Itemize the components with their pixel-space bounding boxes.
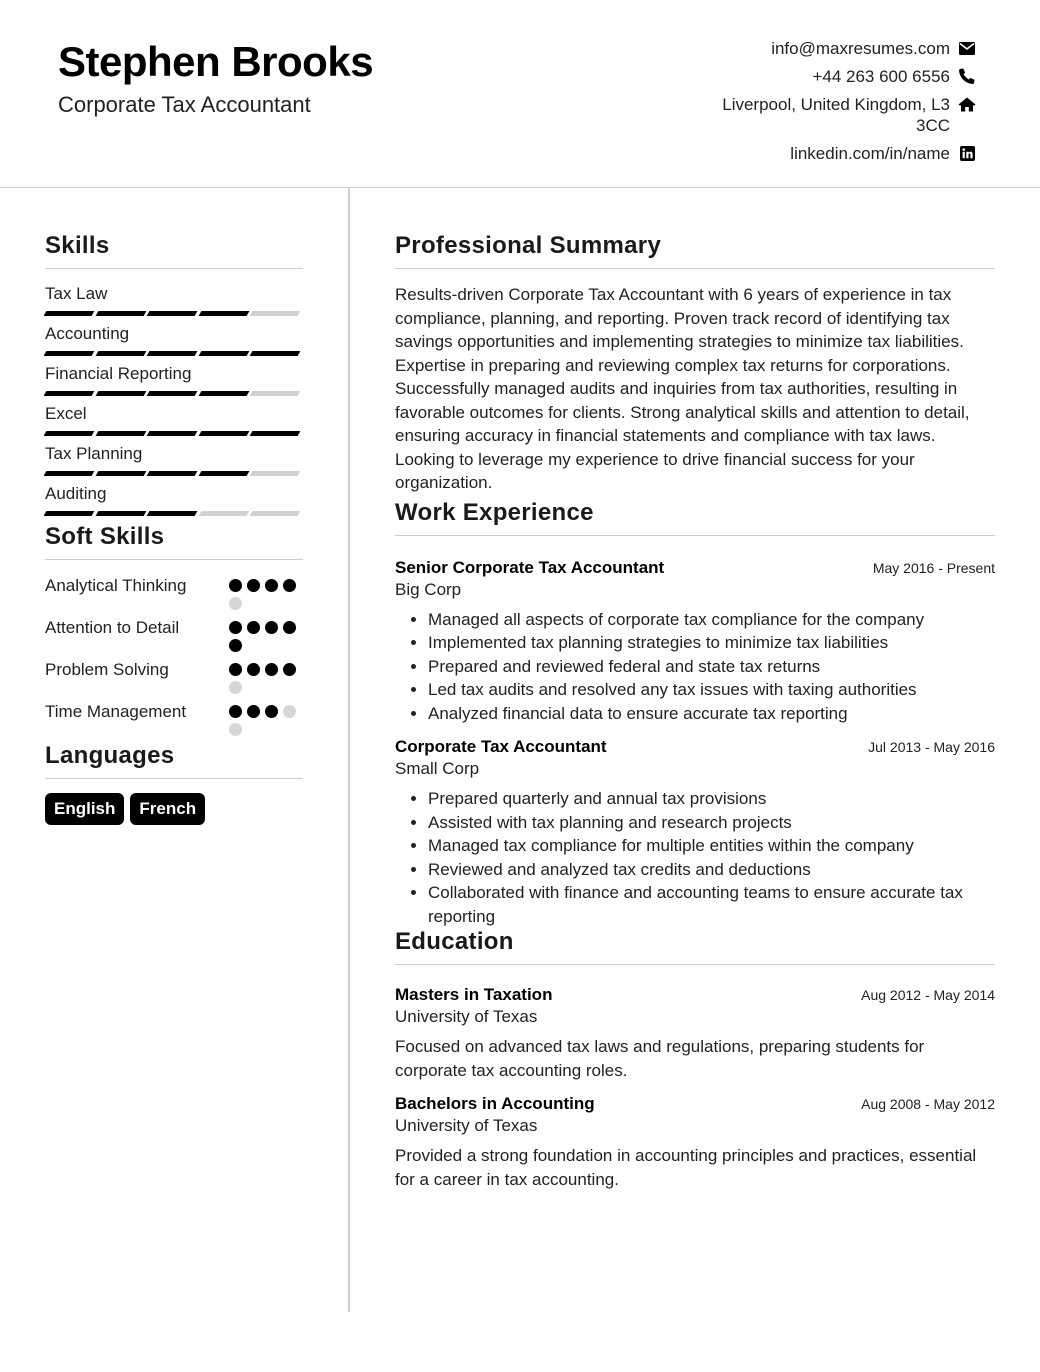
contact-phone [676,66,976,87]
skill-level-segment [250,391,300,396]
soft-skill-rating [229,574,303,610]
summary-heading: Professional Summary [395,232,995,269]
contact-address [676,94,976,136]
skill-level-bar [45,351,303,356]
job-bullet: • Managed all aspects of corporate tax compliance for the company [428,608,995,632]
skill-item [45,403,303,436]
rating-dot [229,597,242,610]
rating-dot [283,579,296,592]
experience-heading: Work Experience [395,499,995,536]
linkedin-icon [958,144,976,162]
soft-skill-item [45,616,303,652]
email-text[interactable]: info@maxresumes.com [771,39,950,58]
skill-level-bar [45,471,303,476]
soft-skills-list [45,574,303,736]
column-divider [348,188,350,1312]
skill-level-segment [147,471,197,476]
skill-level-segment [44,471,94,476]
skill-label: Excel [45,404,87,423]
language-badge: French [130,793,205,825]
skill-label: Tax Planning [45,444,143,463]
linkedin-text[interactable]: linkedin.com/in/name [790,144,950,163]
job-bullet: • Managed tax compliance for multiple entities within the company [428,834,995,858]
education-heading: Education [395,928,995,965]
job-bullets [395,787,995,928]
candidate-role: Corporate Tax Accountant [58,92,311,117]
skill-level-segment [44,511,94,516]
skill-label: Financial Reporting [45,364,192,383]
soft-skill-item [45,658,303,694]
skill-label: Accounting [45,324,130,343]
rating-dot [247,705,260,718]
address-text: Liverpool, United Kingdom, L3 3CC [722,95,950,135]
soft-skills-heading: Soft Skills [45,523,303,560]
skill-level-segment [250,431,300,436]
skill-level-segment [198,471,248,476]
contact-email [676,38,976,59]
skill-item [45,363,303,396]
rating-dot [229,723,242,736]
contact-block [676,38,976,171]
skill-level-segment [147,431,197,436]
skill-level-segment [147,351,197,356]
school-name: University of Texas [395,1116,538,1135]
right-column [395,232,995,1203]
skill-level-bar [45,391,303,396]
rating-dot [229,579,242,592]
rating-dot [283,663,296,676]
job-entry [395,558,995,726]
job-company: Small Corp [395,759,480,778]
skill-level-segment [95,471,145,476]
skills-list [45,283,303,516]
skill-level-segment [250,471,300,476]
phone-icon [958,67,976,85]
skill-level-segment [95,351,145,356]
soft-skill-label: Problem Solving [45,660,169,679]
language-badge: English [45,793,124,825]
education-description: Provided a strong foundation in accounting principles and practices, essential for a career in tax accounting. [395,1146,977,1189]
skill-item [45,323,303,356]
skill-level-segment [198,311,248,316]
left-column [45,232,303,825]
skill-level-bar [45,431,303,436]
rating-dot [265,621,278,634]
job-bullet: • Analyzed financial data to ensure accurate tax reporting [428,702,995,726]
languages-list [45,793,303,825]
rating-dot [265,705,278,718]
envelope-icon [958,39,976,57]
rating-dot [229,663,242,676]
skill-level-segment [147,511,197,516]
soft-skill-item [45,574,303,610]
job-bullet: • Prepared and reviewed federal and state tax returns [428,655,995,679]
rating-dot [229,681,242,694]
education-list [395,985,995,1191]
skill-level-segment [44,311,94,316]
rating-dot [229,639,242,652]
education-description: Focused on advanced tax laws and regulations, preparing students for corporate tax accounting roles. [395,1037,925,1080]
rating-dot [283,705,296,718]
rating-dot [265,579,278,592]
rating-dot [265,663,278,676]
job-title: Corporate Tax Accountant [395,737,607,756]
job-bullet: • Led tax audits and resolved any tax issues with taxing authorities [428,678,995,702]
contact-linkedin [676,143,976,164]
education-entry [395,1094,995,1191]
education-header [395,985,995,1005]
education-dates: Aug 2012 - May 2014 [861,987,995,1003]
skill-item [45,283,303,316]
skills-heading: Skills [45,232,303,269]
degree-title: Bachelors in Accounting [395,1094,595,1113]
rating-dot [247,621,260,634]
education-dates: Aug 2008 - May 2012 [861,1096,995,1112]
soft-skill-rating [229,700,303,736]
rating-dot [247,579,260,592]
experience-list [395,558,995,929]
soft-skill-label: Analytical Thinking [45,576,187,595]
skill-label: Tax Law [45,284,108,303]
skill-level-segment [95,311,145,316]
skill-level-bar [45,511,303,516]
phone-text[interactable]: +44 263 600 6556 [812,67,950,86]
education-entry [395,985,995,1082]
skill-level-segment [250,311,300,316]
soft-skill-rating [229,616,303,652]
job-bullet: • Assisted with tax planning and research projects [428,811,995,835]
job-dates: May 2016 - Present [872,559,995,576]
skill-level-segment [198,391,248,396]
skill-level-segment [250,511,300,516]
job-title: Senior Corporate Tax Accountant [395,557,665,577]
job-header [395,737,995,757]
skill-level-segment [147,311,197,316]
soft-skill-label: Time Management [45,702,187,721]
skill-level-bar [45,311,303,316]
skill-level-segment [147,391,197,396]
job-bullets [395,608,995,726]
job-header [395,558,995,578]
languages-heading: Languages [45,742,303,779]
rating-dot [229,621,242,634]
rating-dot [247,663,260,676]
skill-level-segment [95,511,145,516]
skill-level-segment [44,391,94,396]
soft-skill-item [45,700,303,736]
summary-text: Results-driven Corporate Tax Accountant with 6 years of experience in tax compliance, planning, and reporting. Proven track record of identifying tax savings opportunities and implementing strategies to minimize tax liabilities. Expertise in preparing and reviewing complex tax returns for corporations. Successfully managed audits and inquiries from tax authorities, resulting in favorable outcomes for clients. Strong analytical skills and attention to detail, ensuring accuracy in financial statements and compliance with tax laws. Looking to leverage my experience to drive financial success for your organization. [395,285,970,492]
skill-level-segment [198,511,248,516]
skill-level-segment [95,431,145,436]
home-icon [958,95,976,113]
rating-dot [229,705,242,718]
education-header [395,1094,995,1114]
soft-skill-rating [229,658,303,694]
job-company: Big Corp [395,579,462,599]
skill-level-segment [95,391,145,396]
skill-level-segment [250,351,300,356]
soft-skill-label: Attention to Detail [45,618,180,637]
candidate-name: Stephen Brooks [58,38,374,85]
skill-label: Auditing [45,484,107,503]
job-dates: Jul 2013 - May 2016 [868,739,995,755]
job-entry [395,737,995,928]
job-bullet: • Reviewed and analyzed tax credits and deductions [428,858,995,882]
rating-dot [283,621,296,634]
skill-level-segment [198,431,248,436]
degree-title: Masters in Taxation [395,985,553,1004]
resume-header [0,0,1040,188]
skill-item [45,443,303,476]
job-bullet: • Implemented tax planning strategies to minimize tax liabilities [428,631,995,655]
school-name: University of Texas [395,1007,538,1026]
skill-level-segment [44,431,94,436]
job-bullet: • Collaborated with finance and accounting teams to ensure accurate tax reporting [428,881,995,928]
skill-item [45,483,303,516]
skill-level-segment [44,351,94,356]
job-bullet: • Prepared quarterly and annual tax provisions [428,787,995,811]
skill-level-segment [198,351,248,356]
